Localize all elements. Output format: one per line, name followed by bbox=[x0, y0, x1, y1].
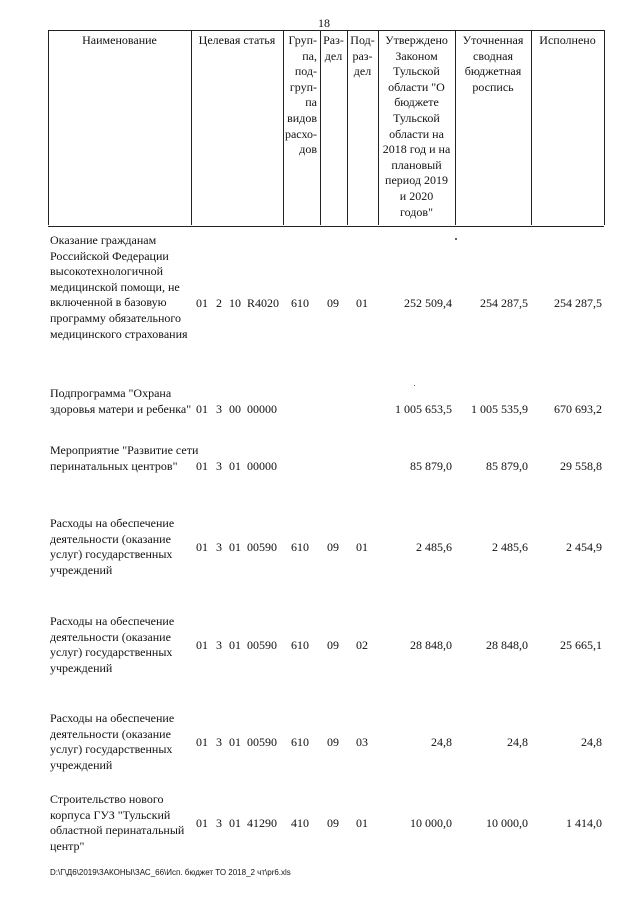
header-group: Груп- па, под- груп- па видов расхо- дов bbox=[284, 33, 317, 157]
row-name: Расходы на обеспечение деятельности (оказание услуг) государственных учреждений bbox=[50, 711, 175, 772]
subsection-code: 02 bbox=[356, 638, 368, 652]
table-row bbox=[0, 386, 640, 434]
target-code: 01 bbox=[229, 638, 241, 652]
approved-value: 24,8 bbox=[431, 735, 452, 749]
target-code: 01 bbox=[229, 735, 241, 749]
target-code: 01 bbox=[196, 459, 208, 473]
approved-value: 1 005 653,5 bbox=[395, 402, 452, 416]
approved-value: 2 485,6 bbox=[416, 540, 452, 554]
executed-value: 24,8 bbox=[581, 735, 602, 749]
target-code: 00000 bbox=[247, 402, 277, 416]
group-code: 610 bbox=[291, 735, 309, 749]
table-row bbox=[0, 792, 640, 856]
target-code: 01 bbox=[196, 816, 208, 830]
target-code: 3 bbox=[216, 402, 222, 416]
row-name: Оказание гражданам Российской Федерации высокотехнологичной медицинской помощи, не включенной в базовую программу обязательного медицинского страхования bbox=[50, 233, 188, 341]
executed-value: 2 454,9 bbox=[566, 540, 602, 554]
header-executed: Исполнено bbox=[539, 33, 596, 47]
row-name: Расходы на обеспечение деятельности (оказание услуг) государственных учреждений bbox=[50, 516, 175, 577]
header-target: Целевая статья bbox=[198, 33, 276, 47]
row-name: Строительство нового корпуса ГУЗ "Тульский областной перинатальный центр" bbox=[50, 792, 185, 853]
executed-value: 29 558,8 bbox=[560, 459, 602, 473]
target-code: 3 bbox=[216, 816, 222, 830]
target-code: 01 bbox=[196, 296, 208, 310]
group-code: 610 bbox=[291, 296, 309, 310]
target-code: 01 bbox=[196, 402, 208, 416]
table-row bbox=[0, 233, 640, 375]
target-code: 00000 bbox=[247, 459, 277, 473]
table-row bbox=[0, 516, 640, 580]
subsection-code: 01 bbox=[356, 816, 368, 830]
section-code: 09 bbox=[327, 735, 339, 749]
section-code: 09 bbox=[327, 816, 339, 830]
target-code: 01 bbox=[196, 540, 208, 554]
executed-value: 254 287,5 bbox=[554, 296, 602, 310]
section-code: 09 bbox=[327, 540, 339, 554]
header-section: Раз- дел bbox=[323, 33, 344, 63]
target-code: 3 bbox=[216, 735, 222, 749]
header-approved: Утверждено Законом Тульской области "О бюджете Тульской области на 2018 год и на плановый период 2019 и 2020 годов" bbox=[382, 33, 451, 219]
executed-value: 1 414,0 bbox=[566, 816, 602, 830]
group-code: 410 bbox=[291, 816, 309, 830]
subsection-code: 03 bbox=[356, 735, 368, 749]
table-row bbox=[0, 443, 640, 491]
row-name: Расходы на обеспечение деятельности (оказание услуг) государственных учреждений bbox=[50, 614, 175, 675]
target-code: 3 bbox=[216, 540, 222, 554]
header-refined: Уточненная сводная бюджетная роспись bbox=[462, 33, 524, 94]
row-name: Мероприятие "Развитие сети перинатальных центров" bbox=[50, 443, 199, 473]
header-subsection: Под- раз- дел bbox=[350, 33, 375, 79]
target-code: 3 bbox=[216, 459, 222, 473]
approved-value: 28 848,0 bbox=[410, 638, 452, 652]
approved-value: 85 879,0 bbox=[410, 459, 452, 473]
target-code: 00 bbox=[229, 402, 241, 416]
refined-value: 254 287,5 bbox=[480, 296, 528, 310]
table-row bbox=[0, 614, 640, 678]
target-code: 00590 bbox=[247, 735, 277, 749]
target-code: 01 bbox=[229, 540, 241, 554]
scan-speck bbox=[414, 385, 415, 386]
target-code: 01 bbox=[229, 816, 241, 830]
section-code: 09 bbox=[327, 638, 339, 652]
header-divider bbox=[604, 30, 605, 225]
subsection-code: 01 bbox=[356, 296, 368, 310]
group-code: 610 bbox=[291, 638, 309, 652]
target-code: 2 bbox=[216, 296, 222, 310]
refined-value: 24,8 bbox=[507, 735, 528, 749]
approved-value: 10 000,0 bbox=[410, 816, 452, 830]
header-divider bbox=[191, 30, 192, 225]
section-code: 09 bbox=[327, 296, 339, 310]
refined-value: 1 005 535,9 bbox=[471, 402, 528, 416]
header-name: Наименование bbox=[82, 33, 157, 47]
header-divider bbox=[48, 30, 49, 225]
target-code: 00590 bbox=[247, 540, 277, 554]
target-code: 00590 bbox=[247, 638, 277, 652]
refined-value: 2 485,6 bbox=[492, 540, 528, 554]
refined-value: 28 848,0 bbox=[486, 638, 528, 652]
target-code: R4020 bbox=[247, 296, 280, 310]
target-code: 41290 bbox=[247, 816, 277, 830]
target-code: 10 bbox=[229, 296, 241, 310]
row-name: Подпрограмма "Охрана здоровья матери и ребенка" bbox=[50, 386, 192, 416]
header-divider bbox=[531, 30, 532, 225]
refined-value: 10 000,0 bbox=[486, 816, 528, 830]
executed-value: 25 665,1 bbox=[560, 638, 602, 652]
target-code: 01 bbox=[196, 638, 208, 652]
scan-speck bbox=[455, 238, 457, 240]
executed-value: 670 693,2 bbox=[554, 402, 602, 416]
target-code: 01 bbox=[229, 459, 241, 473]
file-path-footer: D:\Г\Д6\2019\ЗАКОНЫ\ЗАС_66\Исп. бюджет ТО 2018_2 чт\pr6.xls bbox=[50, 868, 291, 877]
target-code: 3 bbox=[216, 638, 222, 652]
subsection-code: 01 bbox=[356, 540, 368, 554]
refined-value: 85 879,0 bbox=[486, 459, 528, 473]
table-row bbox=[0, 711, 640, 775]
group-code: 610 bbox=[291, 540, 309, 554]
target-code: 01 bbox=[196, 735, 208, 749]
page-number: 18 bbox=[318, 16, 330, 30]
approved-value: 252 509,4 bbox=[404, 296, 452, 310]
